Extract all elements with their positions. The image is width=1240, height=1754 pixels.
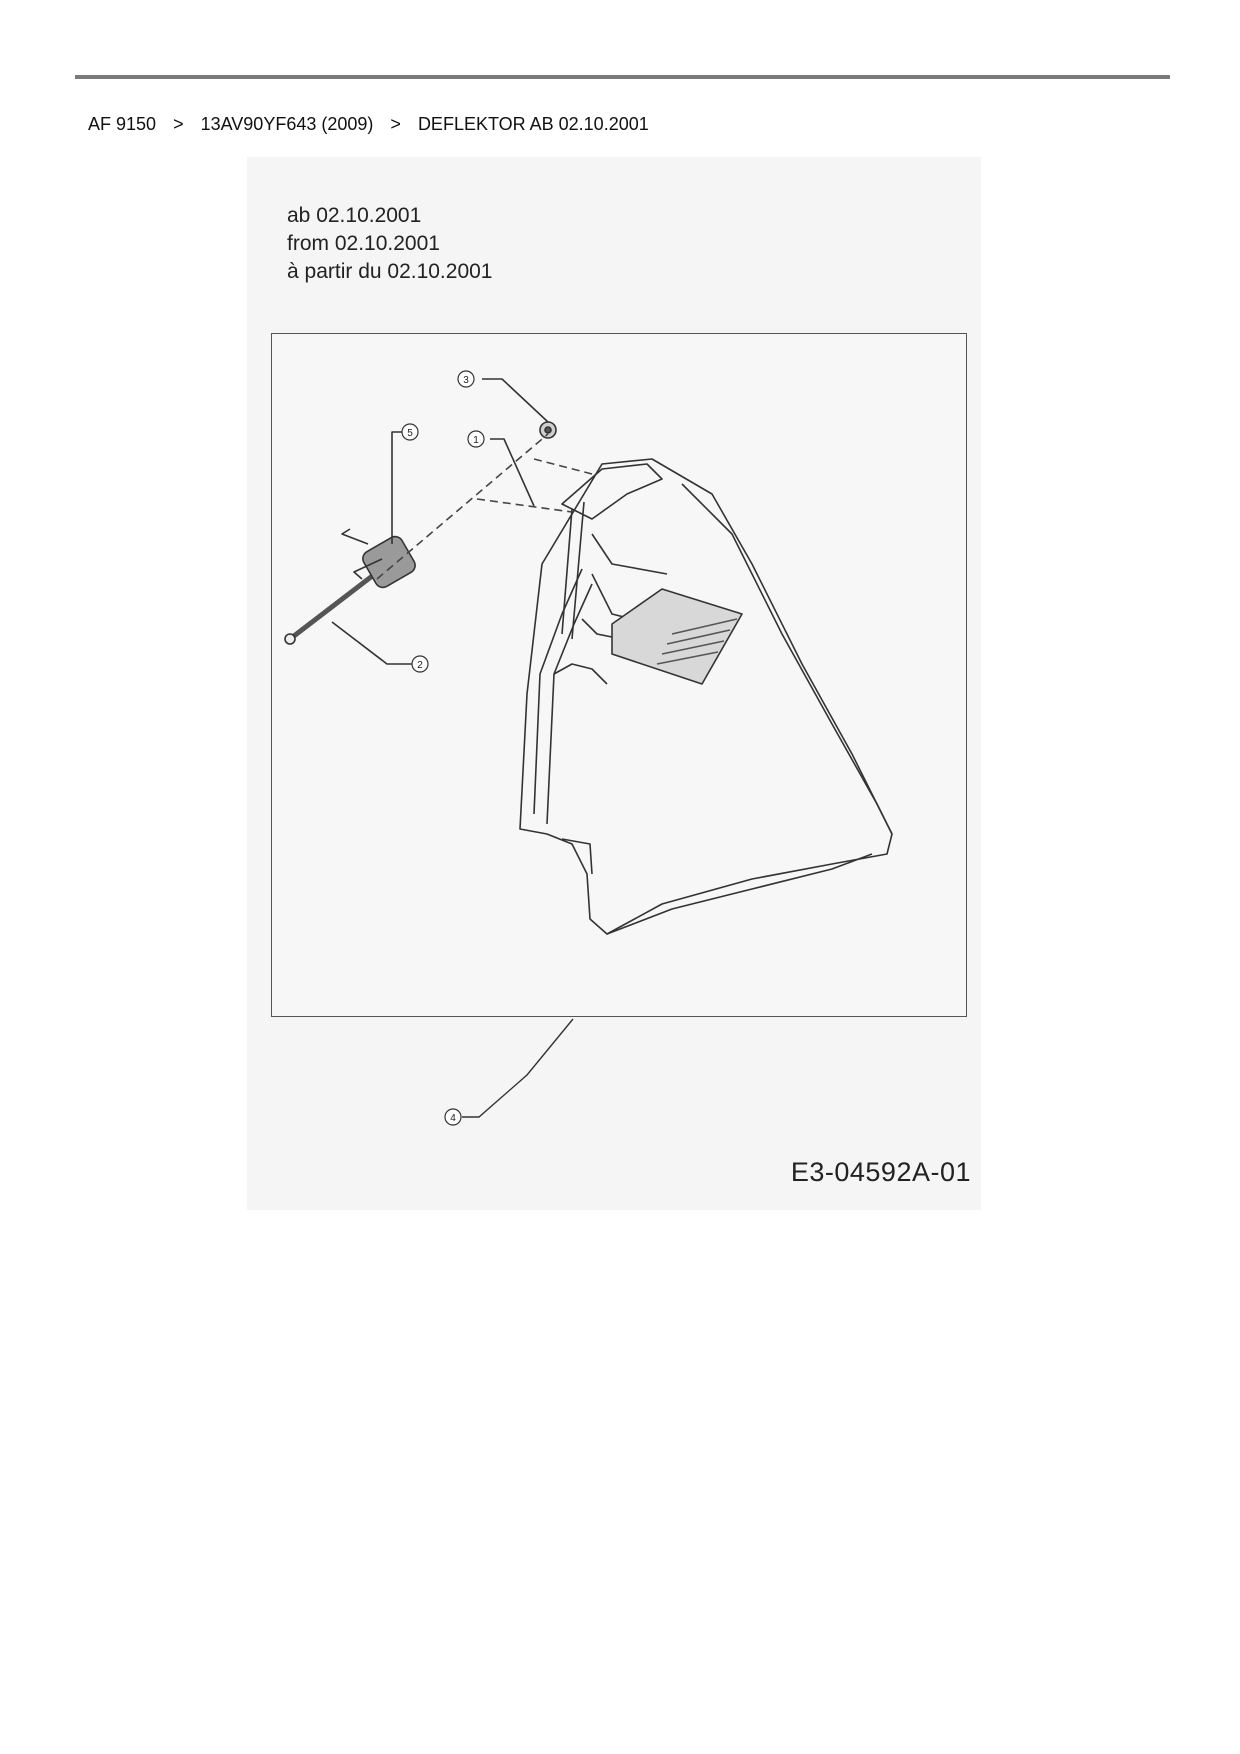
callout-3[interactable]: 3 [463,375,469,386]
diagram-code: E3-04592A-01 [790,1157,971,1187]
callout-1[interactable]: 1 [473,435,479,446]
breadcrumb-separator: > [173,114,184,134]
header-rule [75,75,1170,79]
validity-de: ab 02.10.2001 [287,204,422,227]
breadcrumb-section: DEFLEKTOR AB 02.10.2001 [417,114,649,134]
callout-2[interactable]: 2 [417,660,423,671]
breadcrumb-model[interactable]: AF 9150 [88,114,157,134]
parts-diagram [247,157,981,1210]
callout-4[interactable]: 4 [450,1113,456,1124]
breadcrumb-separator: > [390,114,401,134]
callout-5[interactable]: 5 [407,428,413,439]
validity-en: from 02.10.2001 [287,232,440,255]
validity-fr: à partir du 02.10.2001 [287,260,493,283]
breadcrumb-variant[interactable]: 13AV90YF643 (2009) [200,114,374,134]
breadcrumb [88,114,649,135]
callout-4-leader [247,157,981,1210]
